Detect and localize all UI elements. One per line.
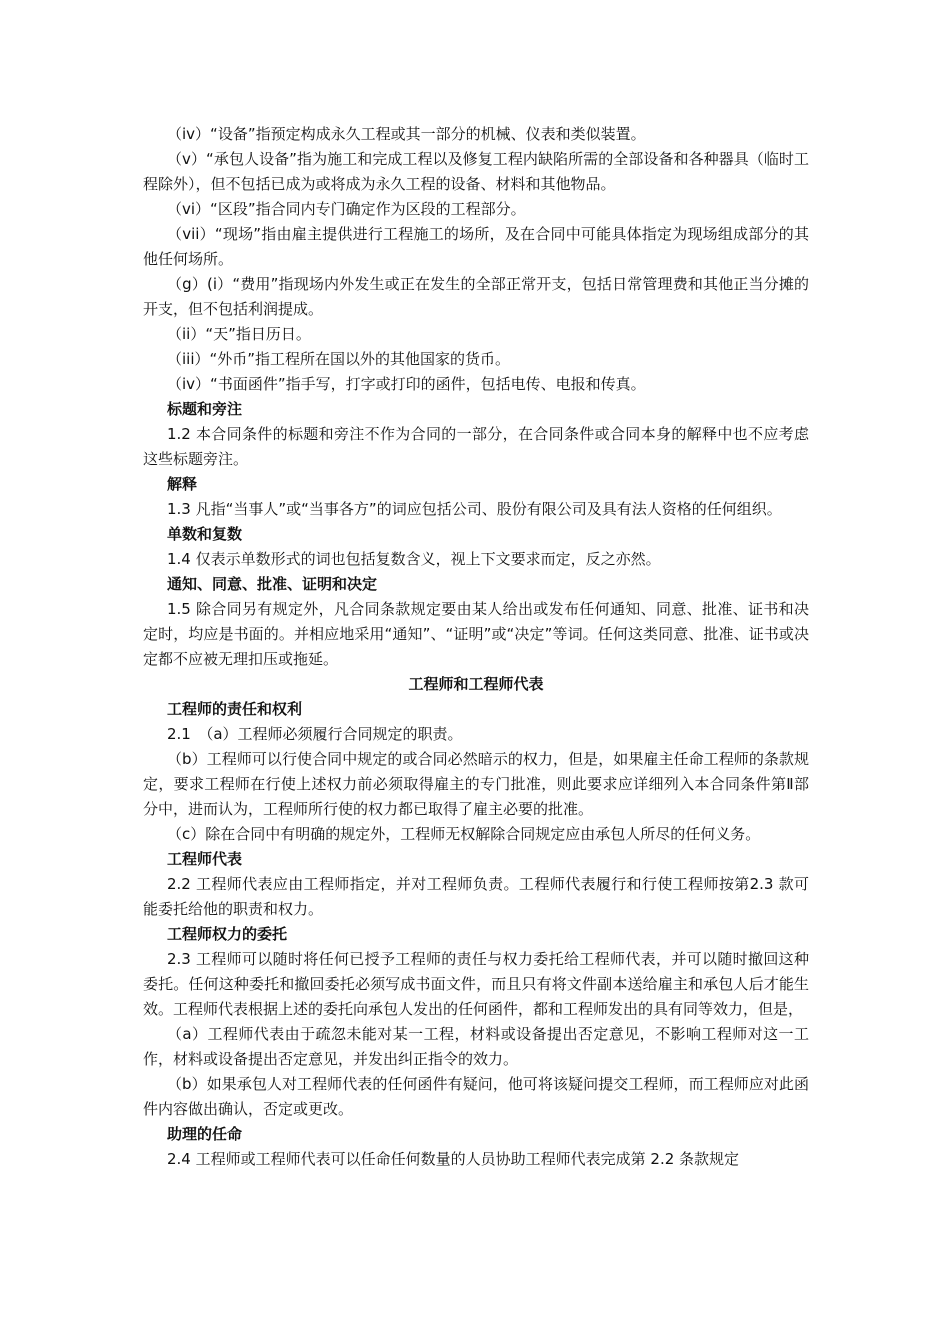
definition-equipment: （iv）“设备”指预定构成永久工程或其一部分的机械、仪表和类似装置。 [167,125,646,143]
clause-1-3: 1.3 凡指“当事人”或“当事各方”的词应包括公司、股份有限公司及具有法人资格的任何组织。 [167,500,782,518]
heading-delegation: 工程师权力的委托 [167,925,288,943]
definition-foreign-currency: （iii）“外币”指工程所在国以外的其他国家的货币。 [167,350,511,368]
heading-engineer-representative: 工程师代表 [167,850,243,868]
heading-interpretation: 解释 [167,475,198,493]
heading-engineer-duties: 工程师的责任和权利 [167,700,303,718]
definition-section: （vi）“区段”指合同内专门确定作为区段的工程部分。 [167,200,526,218]
definition-site: （vii）“现场”指由雇主提供进行工程施工的场所，及在合同中可能具体指定为现场组成部分的其他任何场所。 [143,225,809,268]
clause-1-2: 1.2 本合同条件的标题和旁注不作为合同的一部分，在合同条件或合同本身的解释中也不应考虑这些标题旁注。 [143,425,809,468]
clause-1-5: 1.5 除合同另有规定外，凡合同条款规定要由某人给出或发布任何通知、同意、批准、证书和决定时，均应是书面的。并相应地采用“通知”、“证明”或“决定”等词。任何这类同意、批准、证书或决定都不应被无理扣压或拖延。 [143,600,809,668]
definition-day: （ii）“天”指日历日。 [167,325,311,343]
clause-2-1-c: （c）除在合同中有明确的规定外，工程师无权解除合同规定应由承包人所尽的任何义务。 [167,825,761,843]
section-title-engineer: 工程师和工程师代表 [408,675,544,693]
clause-2-3-b: （b）如果承包人对工程师代表的任何函件有疑问，他可将该疑问提交工程师，而工程师应对此函件内容做出确认，否定或更改。 [143,1075,809,1118]
definition-cost: （g）(i）“费用”指现场内外发生或正在发生的全部正常开支，包括日常管理费和其他正当分摊的开支，但不包括利润提成。 [143,275,809,318]
definition-contractor-equipment: （v）“承包人设备”指为施工和完成工程以及修复工程内缺陷所需的全部设备和各种器具（临时工程除外），但不包括已成为或将成为永久工程的设备、材料和其他物品。 [143,150,809,193]
clause-2-3-a: （a）工程师代表由于疏忽未能对某一工程，材料或设备提出否定意见，不影响工程师对这一工作，材料或设备提出否定意见，并发出纠正指令的效力。 [143,1025,809,1068]
clause-2-4: 2.4 工程师或工程师代表可以任命任何数量的人员协助工程师代表完成第 2.2 条款规定 [167,1150,740,1168]
document-body [143,122,809,1172]
heading-assistants: 助理的任命 [167,1125,243,1143]
heading-notices-consents-approvals: 通知、同意、批准、证明和决定 [167,575,378,593]
clause-2-2: 2.2 工程师代表应由工程师指定，并对工程师负责。工程师代表履行和行使工程师按第2.3 款可能委托给他的职责和权力。 [143,875,809,918]
definition-written-communication: （iv）“书面函件”指手写，打字或打印的函件，包括电传、电报和传真。 [167,375,646,393]
clause-2-1-a: 2.1 （a）工程师必须履行合同规定的职责。 [167,725,463,743]
heading-singular-and-plural: 单数和复数 [167,525,243,543]
clause-2-3: 2.3 工程师可以随时将任何已授予工程师的责任与权力委托给工程师代表，并可以随时撤回这种委托。任何这种委托和撤回委托必须写成书面文件，而且只有将文件副本送给雇主和承包人后才能生效。工程师代表根据上述的委托向承包人发出的任何函件，都和工程师发出的具有同等效力，但是， [143,950,809,1018]
heading-headings-and-marginal-notes: 标题和旁注 [167,400,243,418]
clause-1-4: 1.4 仅表示单数形式的词也包括复数含义，视上下文要求而定，反之亦然。 [167,550,661,568]
clause-2-1-b: （b）工程师可以行使合同中规定的或合同必然暗示的权力，但是，如果雇主任命工程师的条款规定，要求工程师在行使上述权力前必须取得雇主的专门批准，则此要求应详细列入本合同条件第Ⅱ部分中，进而认为，工程师所行使的权力都已取得了雇主必要的批准。 [143,750,809,818]
